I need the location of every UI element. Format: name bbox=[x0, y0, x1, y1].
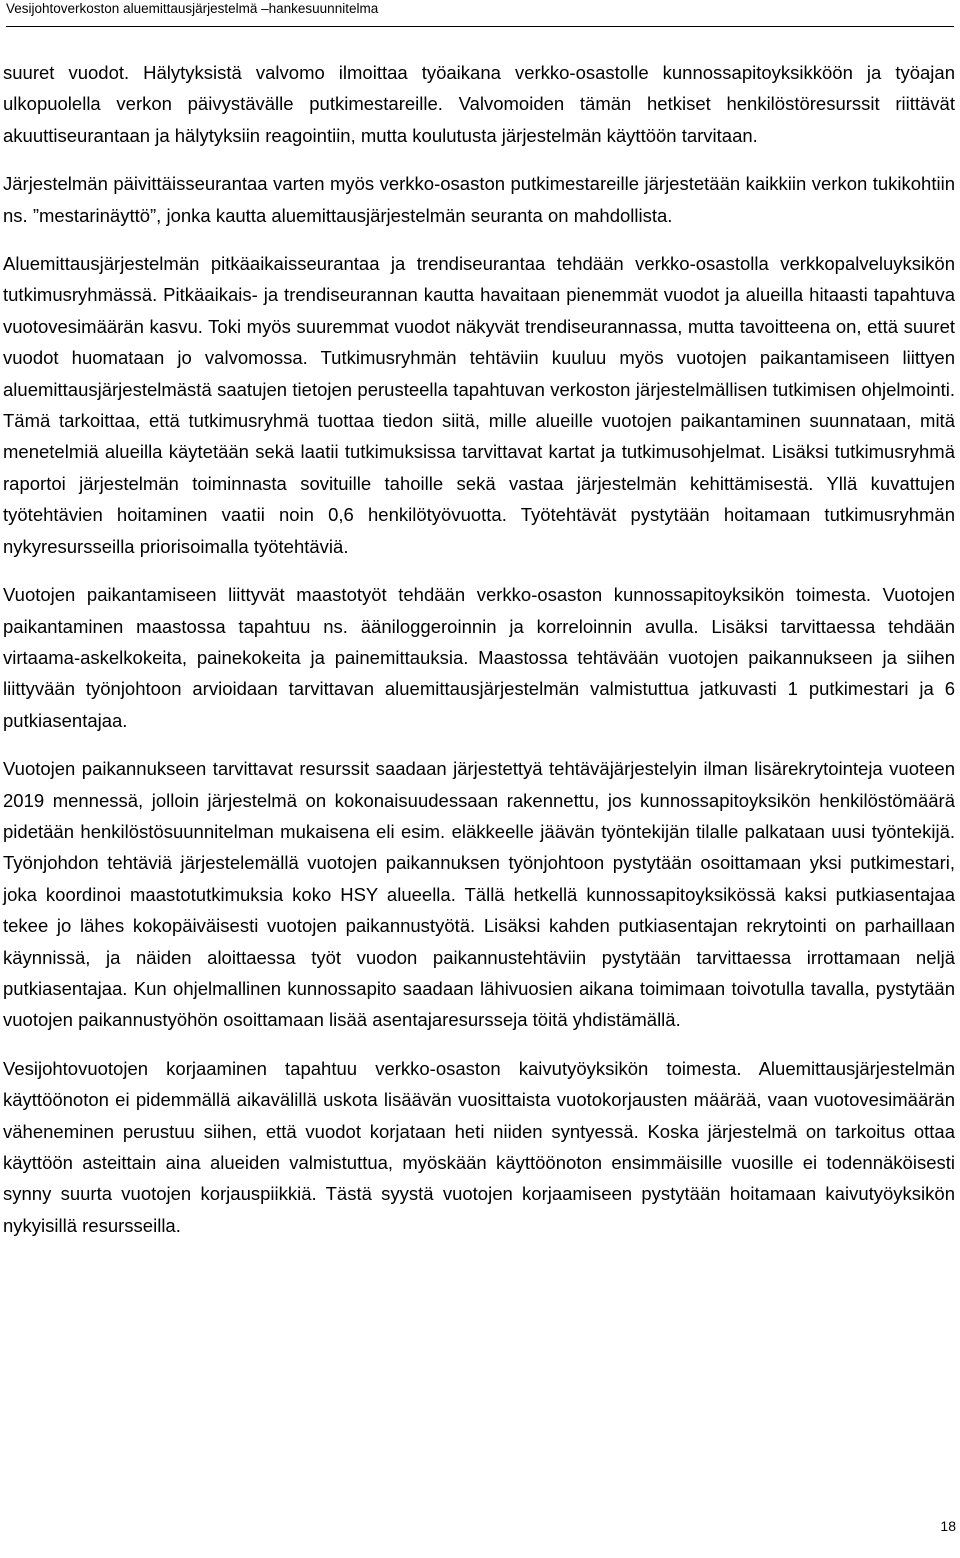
paragraph-alarm-handling: suuret vuodot. Hälytyksistä valvomo ilmoittaa työaikana verkko-osastolle kunnossapitoyksikköön ja työajan ulkopuolella verkon päivystävälle putkimestareille. Valvomoiden tämän hetkiset henkilöstöresurssit riittävät akuuttiseurantaan ja hälytyksiin reagointiin, mutta koulutusta järjestelmän käyttöön tarvitaan. bbox=[3, 62, 955, 146]
paragraph-locating-resources: Vuotojen paikannukseen tarvittavat resurssit saadaan järjestettyä tehtäväjärjestelyin ilman lisärekrytointeja vuoteen 2019 mennessä, jolloin järjestelmä on kokonaisuudessaan rakennettu, jos kunnossapitoyksikön henkilöstömäärä pidetään henkilöstösuunnitelman mukaisena eli esim. eläkkeelle jäävän työntekijän tilalle palkataan uusi työntekijä. Työnjohdon tehtäviä järjestelemällä vuotojen paikannuksen työnjohtoon pystytään osoittamaan yksi putkimestari, joka koordinoi maastotutkimuksia koko HSY alueella. Tällä hetkellä kunnossapitoyksikössä kaksi putkiasentajaa tekee jo lähes kokopäiväisesti vuotojen paikannustyötä. Lisäksi kahden putkiasentajan rekrytointi on parhaillaan käynnissä, ja näiden aloittaessa työt vuodon paikannustehtäviin pystytään tarvittaessa irrottamaan neljä putkiasentajaa. Kun ohjelmallinen kunnossapito saadaan lähivuosien aikana toimimaan toivotulla tavalla, pystytään vuotojen paikannustyöhön osoittamaan lisää asentajaresursseja töitä yhdistämällä. bbox=[3, 758, 955, 1031]
document-body bbox=[3, 57, 955, 1258]
paragraph-leak-locating-fieldwork: Vuotojen paikantamiseen liittyvät maastotyöt tehdään verkko-osaston kunnossapitoyksikön toimesta. Vuotojen paikantaminen maastossa tapahtuu ns. ääniloggeroinnin ja korreloinnin avulla. Lisäksi tarvittaessa tehdään virtaama-askelkokeita, painekokeita ja painemittauksia. Maastossa tehtävään vuotojen paikannukseen ja siihen liittyvään työnjohtoon arvioidaan tarvittavan aluemittausjärjestelmän valmistuttua jatkuvasti 1 putkimestari ja 6 putkiasentajaa. bbox=[3, 584, 955, 731]
document-title: Vesijohtoverkoston aluemittausjärjestelmä –hankesuunnitelma bbox=[6, 1, 379, 16]
paragraph-trend-monitoring: Aluemittausjärjestelmän pitkäaikaisseurantaa ja trendiseurantaa tehdään verkko-osastolla verkkopalveluyksikön tutkimusryhmässä. Pitkäaikais- ja trendiseurannan kautta havaitaan pienemmät vuodot ja alueilla hitaasti tapahtuva vuotovesimäärän kasvu. Toki myös suuremmat vuodot näkyvät trendiseurannassa, mutta tavoitteena on, että suuret vuodot huomataan jo valvomossa. Tutkimusryhmän tehtäviin kuuluu myös vuotojen paikantamiseen liittyen aluemittausjärjestelmästä saatujen tietojen perusteella tapahtuvan verkoston järjestelmällisen tutkimisen ohjelmointi. Tämä tarkoittaa, että tutkimusryhmä tuottaa tiedon siitä, mille alueille vuotojen paikantaminen suunnataan, mitä menetelmiä alueilla käytetään sekä laatii tutkimuksissa tarvittavat kartat ja tutkimusohjelmat. Lisäksi tutkimusryhmä raportoi järjestelmän toiminnasta sovituille tahoille sekä vastaa järjestelmän kehittämisestä. Yllä kuvattujen työtehtävien hoitaminen vaatii noin 0,6 henkilötyövuotta. Työtehtävät pystytään hoitamaan tutkimusryhmän nykyresursseilla priorisoimalla työtehtäviä. bbox=[3, 253, 955, 557]
paragraph-leak-repair: Vesijohtovuotojen korjaaminen tapahtuu verkko-osaston kaivutyöyksikön toimesta. Aluemittausjärjestelmän käyttöönoton ei pidemmällä aikavälillä uskota lisäävän vuosittaista vuotokorjausten määrää, vaan vuotovesimäärän väheneminen perustuu siihen, että vuodot korjataan heti niiden syntyessä. Koska järjestelmä on tarkoitus ottaa käyttöön asteittain aina alueiden valmistuttua, myöskään käyttöönoton ensimmäisille vuosille ei todennäköisesti synny suurta vuotojen korjauspiikkiä. Tästä syystä vuotojen korjaamiseen pystytään hoitamaan kaivutyöyksikön nykyisillä resursseilla. bbox=[3, 1057, 955, 1236]
paragraph-master-display: Järjestelmän päivittäisseurantaa varten myös verkko-osaston putkimestareille järjestetään kaikkiin verkon tukikohtiin ns. ”mestarinäyttö”, jonka kautta aluemittausjärjestelmän seuranta on mahdollista. bbox=[3, 173, 955, 226]
page-header bbox=[6, 0, 954, 27]
page-number: 18 bbox=[940, 1518, 956, 1534]
